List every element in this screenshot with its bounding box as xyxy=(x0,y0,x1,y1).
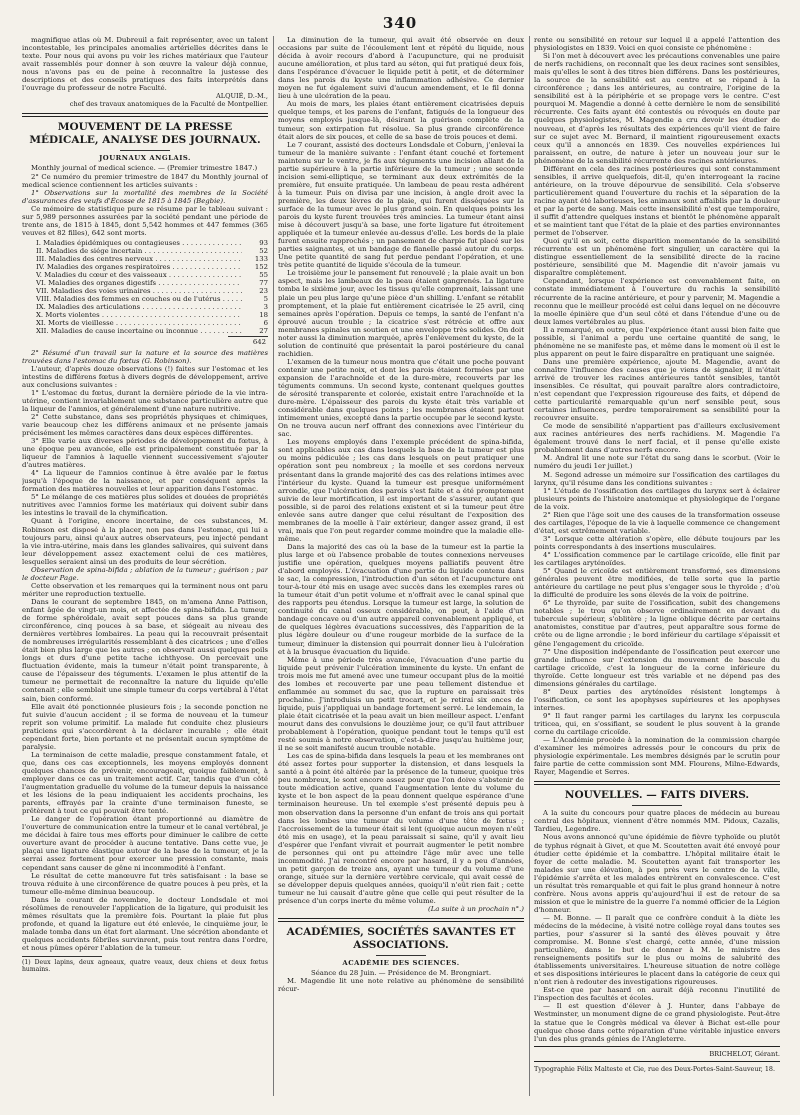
article-2-text: L'auteur, d'après douze observations (!) faites sur l'estomac et les intestins de différens fœtus à divers degrés de développement, arrive aux conclusions suivantes : xyxy=(22,364,268,389)
observation-paragraph: Dans le courant de septembre 1845, on m'amena Anne Pattison, enfant âgée de vingt-un mois, et affectée de spina-bifida. La tumeur, de forme sphéroïdale, avait sept pouces dans sa plus grande circonférence, cinq pouces à sa base, et siégeait au niveau des dernières vertèbres lombaires. La peau qui la recouvrait présentait de nombreuses irrégularités ressemblant à des cicatrices ; une d'elles était bien plus large que les autres ; on observait aussi quelques poils longs et durs d'une petite tache ichthyose. On percevait une fluctuation évidente, mais la tumeur n'était point transparente, à cause de l'épaisseur des téguments. L'examen le plus attentif de la tumeur ne permettait de reconnaître la nature du liquide qu'elle contenait ; elle semblait une simple tumeur du corps vertébral à l'état sain, bien conformé. xyxy=(22,597,268,703)
journal-heading: Monthly journal of medical science. — (Premier trimestre 1847.) xyxy=(31,164,258,173)
printer-imprint: Typographie Félix Malteste et Cie, rue des Deux-Portes-Saint-Sauveur, 18. xyxy=(534,1064,776,1073)
conclusion-item: 2° Cette substance, dans ses propriétés physiques et chimiques, varie beaucoup chez les différens animaux et ne présente jamais précisément les mêmes caractères dans deux espèces différentes. xyxy=(22,412,268,437)
journal-intro: 2° Ce numéro du premier trimestre de 1847 du Monthly journal of medical science contiennent les articles suivants : xyxy=(22,172,268,189)
column-rule-left xyxy=(273,36,274,1096)
table-total-rule xyxy=(228,336,268,337)
table-row: VII. Maladies des voies urinaires . . . 23 xyxy=(36,287,268,295)
observation-paragraph: Cette observation et les remarques qui la terminent nous ont paru mériter une reproduction textuelle. xyxy=(22,581,268,598)
table-row: VI. Maladies des organes digestifs . . . 77 xyxy=(36,279,268,287)
table-total: 642 xyxy=(252,338,266,347)
news-item: Nous avons annoncé qu'une épidémie de fièvre typhoïde ou plutôt de typhus régnait à Givet, et que M. Scoutetten avait été envoyé pour étudier cette épidémie et la combattre. L'hôpital militaire était le foyer de cette maladie. M. Scoutetten ayant fait transporter les malades sur une élévation, à peu près vers le centre de la ville, l'épidémie s'arrêta et les malades entrèrent en convalescence. C'est un résultat très remarquable et qui fait le plus grand honneur à notre confrère. Nous avons appris qu'aujourd'hui il est de retour de sa mission et que le ministre de la guerre l'a nommé officier de la Légion d'honneur. xyxy=(534,833,780,914)
body-paragraph: Le 7 courant, assisté des docteurs Londsdale et Coburn, j'enlevai la tumeur de la manière suivante : l'enfant étant couché et fortement maintenu sur le ventre, je fis aux téguments une incision allant de la partie supérieure à la partie inférieure de la tumeur ; une seconde incision semi-elliptique, se terminant aux deux extrémités de la première, fut ensuite pratiquée. Un lambeau de peau resta adhérent à la tumeur. Puis on divisa par une incision, à angle droit avec la première, les deux lèvres de la plaie, qui furent disséquées sur la surface de la tumeur avec le plus grand soin. En quelques points les parois du kyste furent trouvées très amincies. La tumeur étant ainsi mise à découvert jusqu'à sa base, une forte ligature fut étroitement appliquée et la tumeur enlevée au-dessus d'elle. Les bords de la plaie furent ensuite rapprochés ; un pansement de charpie fut placé sur les parties saignantes, et un bandage de flanelle passé autour du corps. Une petite quantité de sang fut perdue pendant l'opération, et une très petite quantité de liquide s'écoula de la tumeur. xyxy=(278,140,524,270)
body-paragraph: Dans la majorité des cas où la base de la tumeur est la partie la plus large et où l'absence probable de toutes connexions nerveuses justifie une opération, quelques moyens palliatifs peuvent être d'abord employés. L'évacuation d'une partie du liquide contenu dans le sac, la compression, l'introduction d'un séton et l'acupuncture ont tour-à-tour été mis en usage avec succès dans les exemples rares où la tumeur était d'un petit volume et n'offrait avec le canal spinal que des rapports peu étendus. Lorsque la tumeur est large, la solution de continuité du canal osseux considérable, on peut, à l'aide d'un bandage concave ou d'un autre appareil convenablement appliqué, et de quelques légères évacuations successives, dès l'apparition de la plus légère douleur ou d'une rougeur morbide de la surface de la tumeur, diminuer la distension qui pourrait donner lieu à l'ulcération et à la brusque évacuation du liquide. xyxy=(278,542,524,656)
table-row: IV. Maladies des organes respiratoires . . . 152 xyxy=(36,263,268,271)
body-paragraph: 4° L'ossification commence par le cartilage cricoïde, elle finit par les cartilages aryténoïdes. xyxy=(534,551,780,568)
table-row: IX. Maladies des articulations . . . 3 xyxy=(36,303,268,311)
body-paragraph: Les moyens employés dans l'exemple précédent de spina-bifida, sont applicables aux cas dans lesquels la base de la tumeur est plus ou moins pédiculée ; les cas dans lesquels on peut pratiquer une opération sont peu nombreux ; la moelle et ses cordons nerveux présentant dans la grande majorité des cas des relations intimes avec l'intérieur du kyste. Quand la tumeur est presque uniformément arrondie, que l'ulcération des parois s'est faite et a été promptement suivie de leur mortification, il est important de s'assurer, autant que possible, si de paroi des relations existent et si la tumeur peut être enlevée sans autre danger que celui résultant de l'exposition des membranes de la moelle à l'air extérieur, danger assez grand, il est vrai, mais que l'on peut regarder comme moindre que la maladie elle-même. xyxy=(278,438,524,543)
body-paragraph: — L'Académie procède à la nomination de la commission chargée d'examiner les mémoires adressés pour le concours du prix de physiologie expérimentale. Les membres désignés par le scrutin pour faire partie de cette commission sont MM. Flourens, Milne-Edwards, Rayer, Magendie et Serres. xyxy=(534,736,780,777)
observation-paragraph: Elle avait été ponctionnée plusieurs fois ; la seconde ponction ne fut suivie d'aucun accident ; il se forma de nouveau et la tumeur reprit son volume primitif. La malade fut conduite chez plusieurs praticiens qui s'accordèrent à la déclarer incurable ; elle était cependant forte, bien portante et ne présentait aucun symptôme de paralysie. xyxy=(22,702,268,751)
intro-paragraph: magnifique atlas où M. Dubreuil a fait représenter, avec un talent incontestable, les principales anomalies artérielles décrites dans le texte. Pour nous qui avons pu voir les riches matériaux que l'auteur avait rassemblés pour donner à son œuvre la valeur déjà connue, nous n'avons pas eu de peine à reconnaître la justesse des descriptions et des conseils pratiques des faits interprétés dans l'ouvrage du professeur de notre Faculté. xyxy=(22,36,268,93)
section-divider xyxy=(534,781,780,785)
body-paragraph: Cependant, lorsque l'expérience est convenablement faite, on constate immédiatement à l'ouverture du rachis la sensibilité récurrente de la racine antérieure, et pour y parvenir, M. Magendie a reconnu que le meilleur procédé est celui dans lequel on ne découvre la moelle épinière que d'un seul côté et dans l'étendue d'une ou de deux lames vertébrales au plus. xyxy=(534,277,780,326)
body-paragraph: Au mois de mars, les plaies étant entièrement cicatrisées depuis quelque temps, et les parens de l'enfant, fatigués de la longueur des moyens employés jusque-là, désirant la guérison complète de la tumeur, son extirpation fut résolue. Sa plus grande circonférence était alors de six pouces, et celle de sa base de trois pouces et demi. xyxy=(278,100,524,141)
news-item: Est-ce que par hasard on aurait déjà reconnu l'inutilité de l'inspection des facultés et écoles. xyxy=(534,986,780,1003)
footnote: (1) Deux lapins, deux agneaux, quatre veaux, deux chiens et deux fœtus humains. xyxy=(22,959,268,974)
body-paragraph: 5° Quand le cricoïde est entièrement transformé, ses dimensions générales peuvent être modifiées, de telle sorte que la partie antérieure du cartilage ne peut plus s'engager sous le thyroïde ; d'où la difficulté de produire les sons élevés de la voix de poitrine. xyxy=(534,567,780,600)
news-item: A la suite du concours pour quatre places de médecin au bureau central des hôpitaux, viennent d'être nommés MM. Pidoux, Cazalis, Tardieu, Legendre. xyxy=(534,809,780,834)
body-paragraph: rente ou sensibilité en retour sur lequel il a appelé l'attention des physiologistes en 1839. Voici en quoi consiste ce phénomène : xyxy=(534,36,780,53)
signature-name: ALQUIÉ, D.-M., xyxy=(215,92,268,101)
to-be-continued: (La suite à un prochain n°.) xyxy=(428,905,524,914)
conclusion-item: 5° Le mélange de ces matières plus solides et douées de propriétés nutritives avec l'amnios forme les matériaux qui doivent subir dans les intestins le travail de la chymification. xyxy=(22,493,268,518)
column-3 xyxy=(534,36,780,1096)
footer-divider xyxy=(534,1061,780,1062)
body-paragraph: Différant en cela des racines postérieures qui sont constamment sensibles, il arrive quelquefois, dit-il, qu'en interrogeant la racine antérieure, on la trouve dépourvue de sensibilité. Cela s'observe particulièrement quand l'ouverture du rachis et la séparation de la racine ayant été laborieuses, les animaux sont affaiblis par la douleur et par la perte de sang. Mais cette insensibilité n'est que temporaire, il suffit d'attendre quelques instans et bientôt le phénomène apparaît et se maintient tant que l'état de la plaie et des parties environnantes permet de l'observer. xyxy=(534,164,780,238)
column-rule-right xyxy=(529,36,530,1096)
body-paragraph: 3° Lorsque cette altération s'opère, elle débute toujours par les points correspondants à des insertions musculaires. xyxy=(534,534,780,551)
column-1 xyxy=(22,36,268,1096)
observation-paragraph: Le danger de l'opération étant proportionné au diamètre de l'ouverture de communication entre la tumeur et le canal vertébral, je me décidai à faire tous mes efforts pour diminuer le calibre de cette ouverture avant de procéder à aucune tentative. Dans cette vue, je plaçai une ligature élastique autour de la base de la tumeur, et je la serrai assez fortement pour exercer une pression constante, mais cependant sans causer de gêne ni incommodité à l'enfant. xyxy=(22,815,268,872)
body-paragraph: Ce mode de sensibilité n'appartient pas d'ailleurs exclusivement aux racines antérieures des nerfs rachidiens. M. Magendie l'a également trouvé dans le nerf facial, et il pense qu'elle existe probablement dans d'autres nerfs encore. xyxy=(534,422,780,455)
academies-section-title: ACADÉMIES, SOCIÉTÉS SAVANTES ET ASSOCIATIONS. xyxy=(286,926,516,952)
table-row: V. Maladies du cœur et des vaisseaux . . . 55 xyxy=(36,271,268,279)
signature-title: chef des travaux anatomiques de la Faculté de Montpellier. xyxy=(69,100,268,109)
observation-paragraph: Dans le courant de novembre, le docteur Londsdale et moi résolûmes de renouveler l'application de la ligature, qui produisit les mêmes résultats que la première fois. Pourtant la plaie fut plus profonde, et quand la ligature eut été enlevée, le cinquième jour, le malade tomba dans un état fort alarmant. Une sécrétion abondante et quelques accidents fébriles survinrent, puis tout rentra dans l'ordre, et nous pûmes opérer l'ablation de la tumeur. xyxy=(22,895,268,952)
conclusion-item: Quant à l'origine, encore incertaine, de ces substances, M. Robinson est disposé à la placer, non pas dans l'estomac, qui lui a toujours paru, ainsi qu'aux autres observateurs, peu injecté pendant la vie intra-utérine, mais dans les glandes salivaires, qui suivent dans leur développement assez exactement celui de ces matières, lesquelles seraient ainsi un des produits de leur sécrétion. xyxy=(22,517,268,566)
section-divider xyxy=(278,918,524,922)
table-row: VIII. Maladies des femmes en couches ou de l'utérus . . . 5 xyxy=(36,295,268,303)
body-paragraph: 1° L'étude de l'ossification des cartilages du larynx sert à éclairer plusieurs points de l'histoire anatomique et physiologique de l'organe de la voix. xyxy=(534,486,780,511)
body-paragraph: Les cas de spina-bifida dans lesquels la peau et les membranes ont été assez fortes pour supporter la distension, et dans lesquels la santé a à point été altérée par la présence de la tumeur, quoique très peu nombreux, le sont encore assez pour que l'on doive s'abstenir de toute médication active, quand l'augmentation lente du volume du kyste et le bon aspect de la peau donnent quelque espérance d'une terminaison heureuse. Un tel exemple s'est présenté depuis peu à mon observation dans la personne d'un enfant de trois ans qui portait dans les lombes une tumeur du volume d'une tête de fœtus ; l'accroissement de la tumeur était si lent (quoique aucun moyen n'eût été mis en usage), et la peau paraissait si saine, qu'il y avait lieu d'espérer que l'enfant vivrait et pourrait augmenter le petit nombre de personnes qui ont pu atteindre l'âge mûr avec une telle incommodité. J'ai rencontré encore par hasard, il y a peu d'années, un petit garçon de treize ans, ayant une tumeur du volume d'une orange, située sur la dernière vertèbre cervicale, qui avait cessé de se développer depuis quelques années, quoiqu'il n'eût rien fait ; cette tumeur ne lui causait d'autre gêne que celle qui peut résulter de la présence d'un corps inerte du même volume. xyxy=(278,752,524,906)
session-line: Séance du 28 Juin. — Présidence de M. Brongniart. xyxy=(310,969,492,978)
body-paragraph: L'examen de la tumeur nous montra que c'était une poche pouvant contenir une petite noix, et dont les parois étaient formées par une expansion de l'arachnoïde et de la dure-mère, recouverts par les téguments communs. Un second kyste, contenant quelques gouttes de sérosité transparente et colorée, existait entre l'arachnoïde et la dure-mère. L'épaisseur des parois du kyste était très variable et considérable dans quelques points ; les membranes étaient partout intimement unies, excepté dans la partie occupée par le second kyste. On ne trouva aucun nerf offrant des connexions avec l'intérieur du sac. xyxy=(278,357,524,439)
body-paragraph: Dans une première expérience, ajoute M. Magendie, avant de connaître l'influence des causes que je viens de signaler, il m'était arrivé de trouver les racines antérieures tantôt sensibles, tantôt insensibles. Ce résultat, qui pouvait paraître alors contradictoire, n'est cependant que l'expression rigoureuse des faits, et dépend de cette particularité remarquable qu'un nerf sensible peut, sous certaines influences, perdre temporairement sa sensibilité pour la recouvrer ensuite. xyxy=(534,357,780,423)
article-1-title: 1° Observations sur la mortalité des membres de la Société d'assurances des veufs d'Écosse de 1815 à 1845 (Begbie). xyxy=(22,188,268,205)
academy-name: ACADÉMIE DES SCIENCES. xyxy=(342,959,460,968)
article-1-text: Ce mémoire de statistique pure se résume par le tableau suivant : sur 5,989 personnes assurées par la société pendant une période de trente ans, de 1815 à 1845, dont 5,542 hommes et 447 femmes (365 veuves et 82 filles), 642 sont morts. xyxy=(22,204,268,237)
footer-divider xyxy=(534,1046,780,1047)
conclusion-item: 1° L'estomac du fœtus, durant la dernière période de la vie intra-utérine, contient invariablement une substance particulière autre que la liqueur de l'amnios, et généralement d'une nature nutritive. xyxy=(22,388,268,413)
magendie-intro: M. Magendie lit une note relative au phénomène de sensibilité récur- xyxy=(278,977,524,994)
table-row: I. Maladies épidémiques ou contagieuses . . . 93 xyxy=(36,239,268,247)
body-paragraph: 8° Deux parties des aryténoïdes résistent longtemps à l'ossification, ce sont les apophyses supérieures et les apophyses internes. xyxy=(534,687,780,712)
footnote-rule xyxy=(22,956,102,957)
manager-signature: BRICHELOT, Gérant. xyxy=(709,1049,780,1058)
observation-title: Observation de spina-bifida ; ablation de la tumeur ; guérison ; par le docteur Page. xyxy=(22,565,268,582)
body-paragraph: M. Andral lit une note sur l'état du sang dans le scorbut. (Voir le numéro du jeudi 1er juillet.) xyxy=(534,454,780,471)
table-row: XII. Maladies de cause incertaine ou inconnue . . . 27 xyxy=(36,327,268,335)
column-2 xyxy=(278,36,524,1096)
body-paragraph: 7° Une disposition indépendante de l'ossification peut exercer une grande influence sur l'extension du mouvement de bascule du cartilage cricoïde, c'est la longueur de la corne inférieure du thyroïde. Cette longueur est très variable et ne dépend pas des dimensions générales du cartilage. xyxy=(534,647,780,688)
press-section-title: MOUVEMENT DE LA PRESSE MÉDICALE, ANALYSE DES JOURNAUX. xyxy=(29,121,261,147)
short-divider xyxy=(120,150,170,151)
body-paragraph: Il a remarqué, en outre, que l'expérience étant aussi bien faite que possible, si l'animal a perdu une certaine quantité de sang, le phénomène ne se manifeste pas, et même dans le moment où il est le plus apparent on peut le faire disparaître en pratiquant une saignée. xyxy=(534,325,780,358)
table-row: XI. Morts de vieillesse . . . 6 xyxy=(36,319,268,327)
mortality-table xyxy=(22,239,268,347)
table-row: X. Morts violentes . . . 18 xyxy=(36,311,268,319)
news-section-title: NOUVELLES. — FAITS DIVERS. xyxy=(564,789,750,802)
conclusion-item: 4° La liqueur de l'amnios continue à être avalée par le fœtus jusqu'à l'époque de la naissance, et par conséquent après la formation des matières nouvelles et leur apparition dans l'estomac. xyxy=(22,469,268,494)
article-2-title: 2° Résumé d'un travail sur la nature et la source des matières trouvées dans l'estomac du fœtus (G. Robinson). xyxy=(22,348,268,365)
body-paragraph: 9° Il faut ranger parmi les cartilages du larynx les corpuscula triticea, qui, en s'ossifiant, se soudent le plus souvent à la grande corne du cartilage cricoïde. xyxy=(534,711,780,737)
observation-paragraph: Le résultat de cette manœuvre fut très satisfaisant : la base se trouva réduite à une circonférence de quatre pouces à peu près, et la tumeur elle-même diminua beaucoup. xyxy=(22,871,268,896)
table-row: III. Maladies des centres nerveux . . . 133 xyxy=(36,255,268,263)
body-paragraph: Le troisième jour le pansement fut renouvelé ; la plaie avait un bon aspect, mais les lambeaux de la peau étaient gangrenés. La ligature tomba le sixième jour, avec les tissus qu'elle comprenait, laissant une plaie un peu plus large qu'une pièce d'un shilling. L'enfant se rétablit promptement, et la plaie fut entièrement cicatrisée le 25 avril, cinq semaines après l'opération. Depuis ce temps, la santé de l'enfant n'a éprouvé aucun trouble ; la cicatrice s'est rétrécie et offre aux membranes spinales un soutien et une enveloppe très solides. On doit noter aussi la diminution marquée, après l'enlèvement du kyste, de la solution de continuité que présentait la paroi postérieure du canal rachidien. xyxy=(278,269,524,358)
body-paragraph: Même à une période très avancée, l'évacuation d'une partie du liquide peut prévenir l'ulcération imminente du kyste. Un enfant de trois mois me fut amené avec une tumeur occupant plus de la moitié des lombes et recouverte par une peau tellement distendue et enflammée au sommet du sac, que la rupture en paraissait très prochaine. J'introduisis un petit trocart, et je retirai six onces de liquide, puis j'appliquai un bandage fortement serré. Le lendemain, la plaie était cicatrisée et la peau avait un bien meilleur aspect. L'enfant mourut dans des convulsions le douzième jour, ce qu'il faut attribuer probablement à l'opération, quoique pendant tout le temps qu'il est resté soumis à notre observation, c'est-à-dire jusqu'au huitième jour, il ne se soit manifesté aucun trouble notable. xyxy=(278,655,524,753)
news-item: — Il est question d'élever à J. Hunter, dans l'abbaye de Westminster, un monument digne de ce grand physiologiste. Peut-être la statue que le Congrès médical va élever à Bichat est-elle pour quelque chose dans cette réparation d'une véritable injustice envers l'un des plus grands génies de l'Angleterre. xyxy=(534,1002,780,1043)
short-divider xyxy=(632,805,682,806)
news-item: — M. Bonne. — Il paraît que ce confrère conduit à la diète les médecins de la médecine, à visité notre collège royal dans toutes ses parties, pour s'assurer si la santé des élèves pouvait y être compromise. M. Bonne s'est chargé, cette année, d'une mission particulière, dans le but de donner à M. le ministre des renseignements positifs sur le plus ou moins de salubrité des établissements universitaires. L'heureuse situation de notre collège et ses dispositions intérieures le placent dans la catégorie de ceux qui n'ont rien à redouter des investigations rigoureuses. xyxy=(534,913,780,987)
short-divider xyxy=(376,955,426,956)
page-number: 340 xyxy=(382,14,418,32)
table-row: II. Maladies de siége incertain . . . 52 xyxy=(36,247,268,255)
journals-subtitle: JOURNAUX ANGLAIS. xyxy=(99,154,191,163)
body-paragraph: Quoi qu'il en soit, cette disparition momentanée de la sensibilité récurrente est un phénomène fort singulier, un caractère qui la distingue essentiellement de la sensibilité directe de la racine postérieure, sensibilité que M. Magendie dit n'avoir jamais vu disparaître complètement. xyxy=(534,237,780,278)
observation-paragraph: La terminaison de cette maladie, presque constamment fatale, et que, dans ces cas exceptionnels, les moyens employés donnent quelques chances de prévenir, encourageait, quoique faiblement, à employer dans ce cas un traitement actif. Car, tandis que d'un côté l'augmentation graduelle du volume de la tumeur depuis la naissance et les lésions de la peau indiquaient les accidents prochains, les parents, effrayés par la crainte d'une terminaison funeste, se prêtèrent à tout ce qui pouvait être tenté. xyxy=(22,750,268,816)
body-paragraph: M. Segond adresse un mémoire sur l'ossification des cartilages du larynx, qu'il résume dans les conditions suivantes : xyxy=(534,470,780,487)
body-paragraph: 6° Le thyroïde, par suite de l'ossification, subit des changemens notables ; le trou qu'on observe ordinairement en devant du tubercule supérieur, s'oblitère ; la ligne oblique décrite par certains anatomistes, constitue par d'autres, peut apparaître sous forme de crête ou de ligne arrondie ; le bord inférieur du cartilage s'épaissit et gêne l'engagement du cricoïde. xyxy=(534,599,780,648)
body-paragraph: 2° Rien que l'âge soit une des causes de la transformation osseuse des cartilages, l'époque de la vie à laquelle commence ce changement d'état, est extrêmement variable. xyxy=(534,510,780,535)
body-paragraph: La diminution de la tumeur, qui avait été observée en deux occasions par suite de l'écoulement lent et répété du liquide, nous décida à avoir recours d'abord à l'acupuncture, qui ne produisit aucune amélioration, et plus tard au séton, qui fut pratiqué deux fois, dans l'espérance d'évacuer le liquide petit à petit, et de déterminer dans les parois du kyste une inflammation adhésive. Ce dernier moyen ne fut également suivi d'aucun amendement, et le fil donna lieu à une ulcération de la peau. xyxy=(278,36,524,101)
conclusion-item: 3° Elle varie aux diverses périodes de développement du fœtus, à une époque peu avancée, elle est principalement constituée par la liqueur de l'amnios à laquelle viennent successivement s'ajouter d'autres matières. xyxy=(22,437,268,470)
section-divider xyxy=(22,113,268,117)
body-paragraph: Si l'on met à découvert avec les précautions convenables une paire de nerfs rachidiens, on reconnaît que les deux racines sont sensibles, mais qu'elles le sont à des titres bien différens. Dans les postérieures, la source de la sensibilité est au centre et se répand à la circonférence ; dans les antérieures, au contraire, l'origine de la sensibilité est à la périphérie et se propage vers le centre. C'est pourquoi M. Magendie a donné à cette dernière le nom de sensibilité récurrente. Ces faits ayant été contestés ou révoqués en doute par quelques physiologistes, M. Magendie a cru devoir les étudier de nouveau, et d'après les résultats des expériences qu'il vient de faire sur ce sujet avec M. Bernard, il maintient rigoureusement exacts ceux qu'il a annoncés en 1839. Ces nouvelles expériences lui paraissent, en outre, de nature à jeter un nouveau jour sur le phénomène de la sensibilité récurrente des racines antérieures. xyxy=(534,52,780,165)
